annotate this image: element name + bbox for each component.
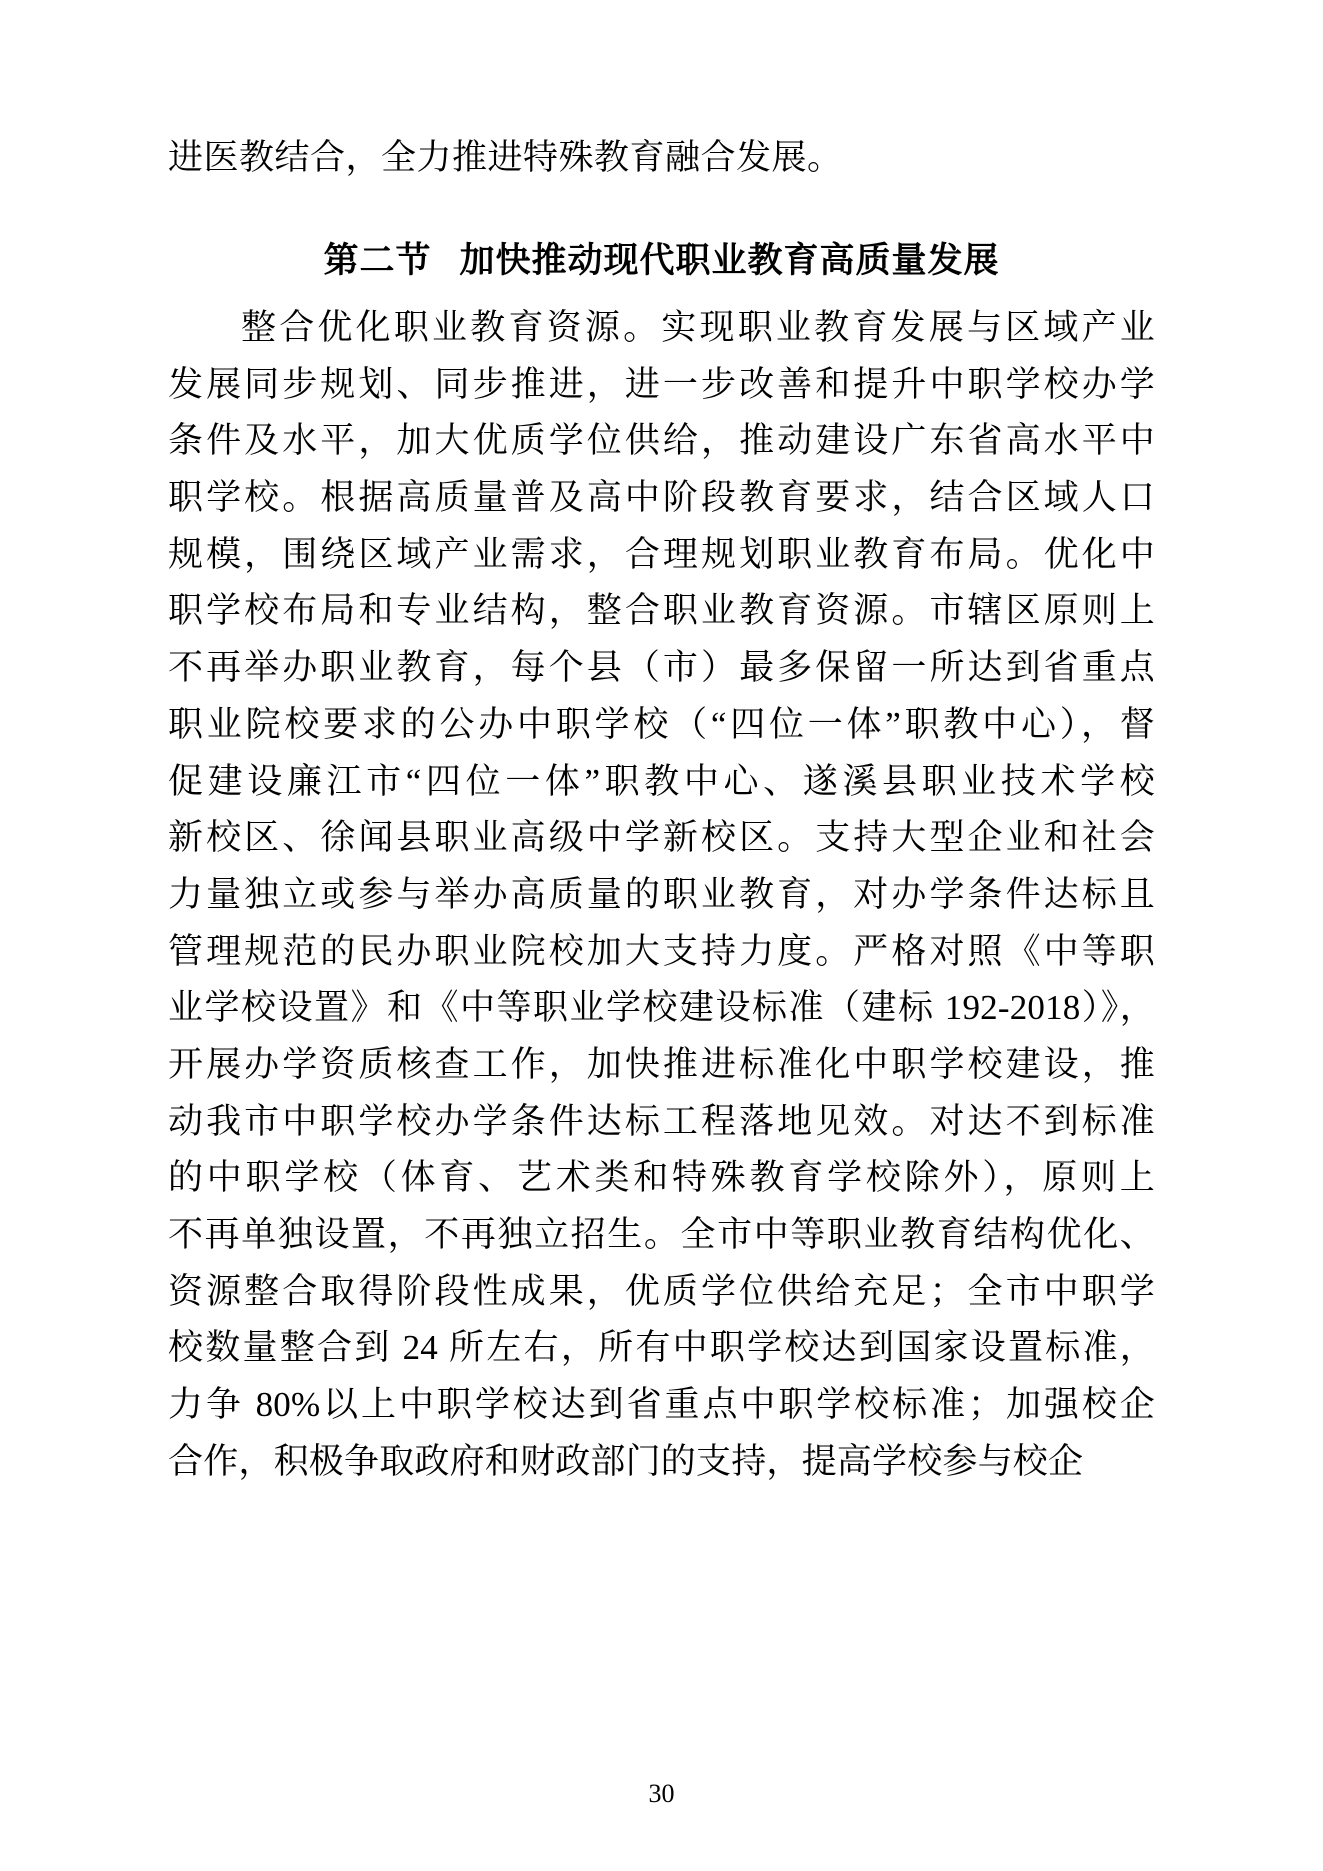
continued-paragraph: 进医教结合，全力推进特殊教育融合发展。 — [168, 138, 843, 177]
paragraph-line: 资源整合取得阶段性成果，优质学位供给充足；全市中职学 — [168, 1271, 1155, 1311]
paragraph-line: 业学校设置》和《中等职业学校建设标准（建标 192-2018）》， — [168, 988, 1155, 1028]
body-paragraph — [168, 300, 1155, 1490]
paragraph-line: 职学校。根据高质量普及高中阶段教育要求，结合区域人口 — [168, 478, 1155, 518]
section-heading — [168, 243, 1155, 278]
paragraph-line: 不再举办职业教育，每个县（市）最多保留一所达到省重点 — [168, 648, 1155, 688]
paragraph-line: 动我市中职学校办学条件达标工程落地见效。对达不到标准 — [168, 1101, 1155, 1141]
section-heading-number: 第二节 — [323, 241, 432, 280]
paragraph-line: 条件及水平，加大优质学位供给，推动建设广东省高水平中 — [168, 421, 1155, 461]
paragraph-line: 不再单独设置，不再独立招生。全市中等职业教育结构优化、 — [168, 1215, 1155, 1254]
section-heading-title: 加快推动现代职业教育高质量发展 — [459, 241, 1000, 280]
paragraph-line: 新校区、徐闻县职业高级中学新校区。支持大型企业和社会 — [168, 818, 1155, 858]
paragraph-line: 力量独立或参与举办高质量的职业教育，对办学条件达标且 — [168, 874, 1155, 914]
page-number: 30 — [648, 1779, 675, 1808]
paragraph-line: 开展办学资质核查工作，加快推进标准化中职学校建设，推 — [168, 1044, 1155, 1084]
paragraph-line: 发展同步规划、同步推进，进一步改善和提升中职学校办学 — [168, 364, 1155, 404]
line-text: 整合优化职业教育资源。实现职业教育发展与区域产业 — [238, 308, 1155, 347]
paragraph-line: 的中职学校（体育、艺术类和特殊教育学校除外），原则上 — [168, 1158, 1155, 1198]
paragraph-line: 规模，围绕区域产业需求，合理规划职业教育布局。优化中 — [168, 534, 1155, 574]
paragraph-line: 管理规范的民办职业院校加大支持力度。严格对照《中等职 — [168, 931, 1155, 971]
paragraph-line: 校数量整合到 24 所左右，所有中职学校达到国家设置标准， — [168, 1328, 1155, 1368]
paragraph-line: 职学校布局和专业结构，整合职业教育资源。市辖区原则上 — [168, 591, 1155, 631]
paragraph-line: 力争 80%以上中职学校达到省重点中职学校标准；加强校企 — [168, 1385, 1155, 1425]
paragraph-line — [168, 300, 1155, 357]
paragraph-line: 职业院校要求的公办中职学校（“四位一体”职教中心），督 — [168, 704, 1155, 744]
paragraph-line: 促建设廉江市“四位一体”职教中心、遂溪县职业技术学校 — [168, 761, 1155, 801]
paragraph-line: 合作，积极争取政府和财政部门的支持，提高学校参与校企 — [168, 1441, 1084, 1481]
